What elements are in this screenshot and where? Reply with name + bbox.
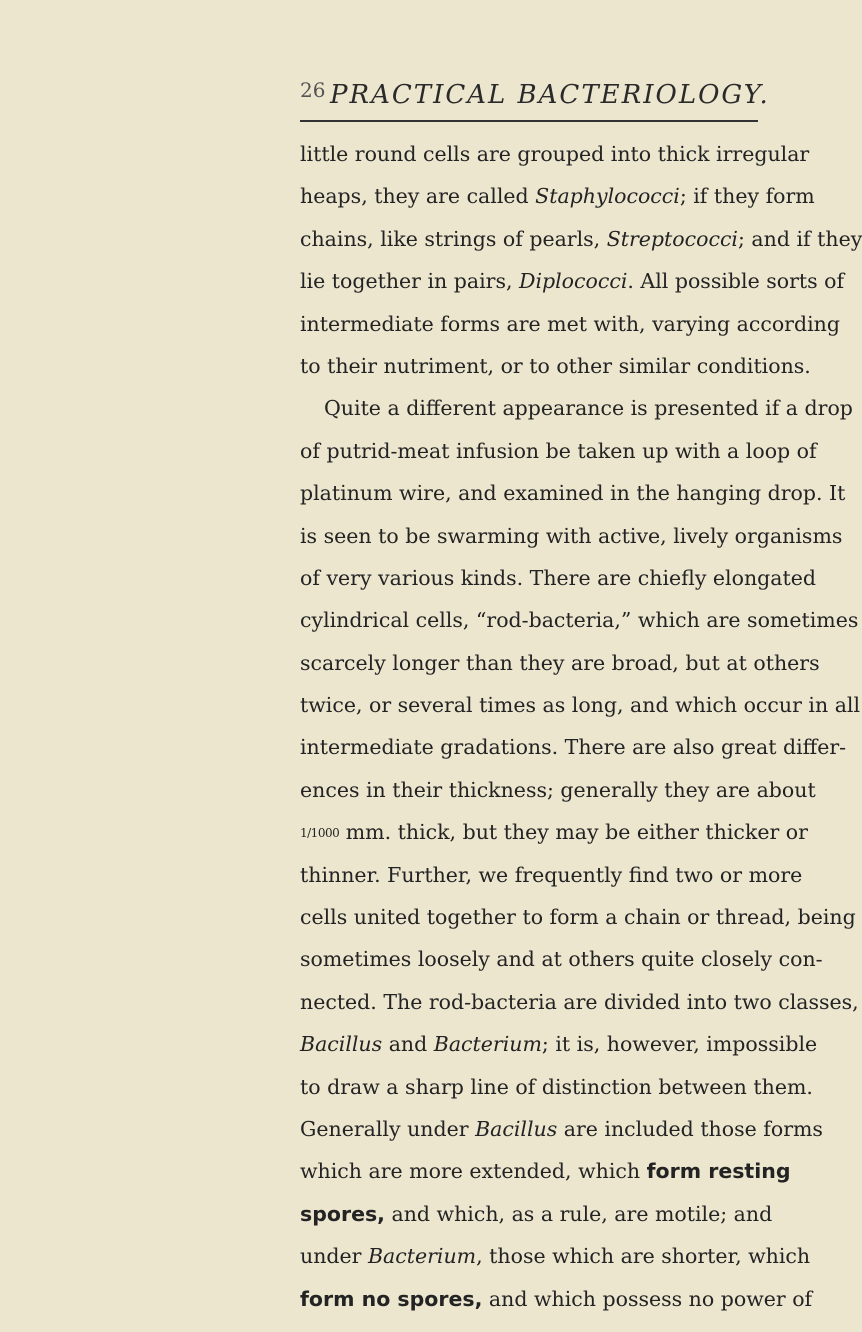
text-line: form no spores, and which possess no power of bbox=[300, 1286, 813, 1311]
italic-term: Streptococci bbox=[606, 226, 738, 251]
italic-term: Diplococci bbox=[519, 269, 628, 294]
text-line: of very various kinds. There are chiefly elongated bbox=[300, 565, 816, 590]
text-line: which are more extended, which form resting bbox=[300, 1159, 791, 1184]
text-line: twice, or several times as long, and which occur in all bbox=[300, 693, 861, 718]
text-line: under Bacterium, those which are shorter, which bbox=[300, 1244, 811, 1269]
text-line: to their nutriment, or to other similar conditions. bbox=[300, 353, 811, 378]
italic-term: Bacillus bbox=[300, 1032, 383, 1057]
italic-term: Bacterium bbox=[433, 1032, 542, 1057]
page-number: 26 bbox=[300, 78, 326, 102]
text-line: ences in their thickness; generally they are about bbox=[300, 777, 816, 802]
text-line: of putrid-meat infusion be taken up with a loop of bbox=[300, 438, 817, 463]
italic-term: Bacillus bbox=[475, 1116, 558, 1141]
text-line: sometimes loosely and at others quite closely con- bbox=[300, 947, 823, 972]
italic-term: Bacterium bbox=[367, 1244, 477, 1269]
text-line: Bacillus and Bacterium; it is, however, impossible bbox=[300, 1032, 818, 1057]
text-line: heaps, they are called Staphylococci; if they form bbox=[300, 184, 815, 209]
fraction: 1/1000 bbox=[300, 826, 340, 841]
text-line: platinum wire, and examined in the hanging drop. It bbox=[300, 481, 846, 506]
text-line: cells united together to form a chain or thread, being bbox=[300, 905, 856, 930]
text-line: intermediate gradations. There are also great differ- bbox=[300, 735, 847, 760]
body-text bbox=[300, 133, 862, 1320]
text-line: 1/1000 mm. thick, but they may be either thicker or bbox=[300, 820, 808, 845]
text-line: chains, like strings of pearls, Streptococci; and if they bbox=[300, 226, 862, 251]
bold-term: form no spores, bbox=[300, 1286, 483, 1311]
bold-term: form resting bbox=[646, 1159, 791, 1184]
text-line: to draw a sharp line of distinction between them. bbox=[300, 1074, 813, 1099]
text-line: scarcely longer than they are broad, but at others bbox=[300, 650, 820, 675]
header-rule bbox=[300, 120, 758, 122]
text-line: Quite a different appearance is presented if a drop bbox=[324, 396, 853, 421]
text-line: nected. The rod-bacteria are divided into two classes, bbox=[300, 989, 859, 1014]
text-line: thinner. Further, we frequently find two or more bbox=[300, 862, 803, 887]
page-header bbox=[0, 0, 800, 110]
text-line: little round cells are grouped into thick irregular bbox=[300, 142, 810, 166]
text-line: Generally under Bacillus are included those forms bbox=[300, 1116, 823, 1141]
bold-term: spores, bbox=[300, 1201, 385, 1226]
text-line: intermediate forms are met with, varying according bbox=[300, 311, 840, 336]
text-line: lie together in pairs, Diplococci. All possible sorts of bbox=[300, 269, 845, 294]
text-line: is seen to be swarming with active, lively organisms bbox=[300, 523, 843, 548]
italic-term: Staphylococci bbox=[535, 184, 680, 209]
text-line: spores, and which, as a rule, are motile; and bbox=[300, 1201, 773, 1226]
running-head: PRACTICAL BACTERIOLOGY. bbox=[330, 80, 770, 110]
text-line: cylindrical cells, “rod-bacteria,” which are sometimes bbox=[300, 608, 859, 633]
